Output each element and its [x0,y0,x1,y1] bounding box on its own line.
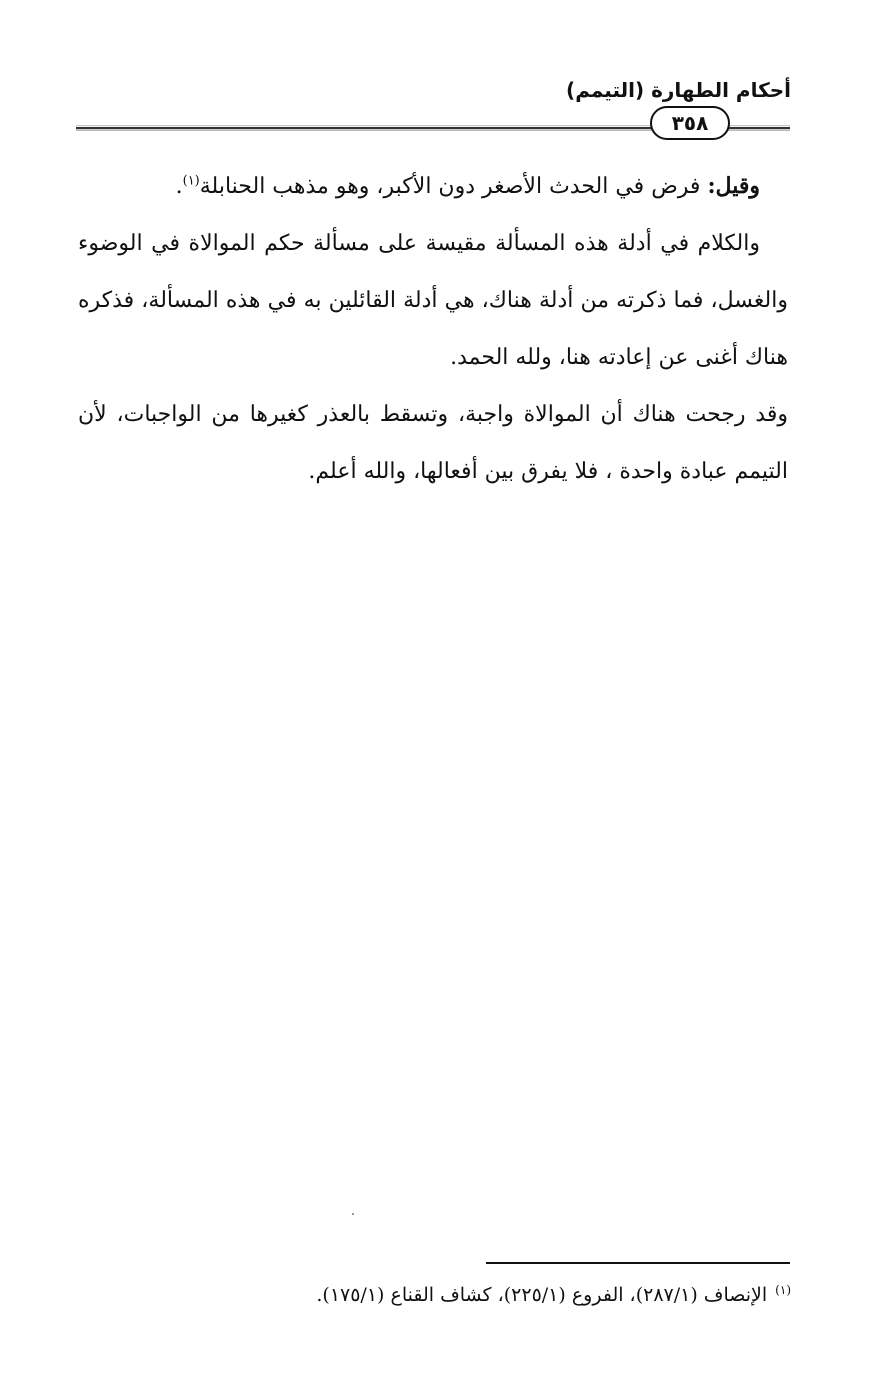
page-number-badge [650,106,730,140]
footnote [316,1284,791,1306]
paragraph-1-text: فرض في الحدث الأصغر دون الأكبر، وهو مذهب الحنابلة [199,174,708,199]
paragraph-2: والكلام في أدلة هذه المسألة مقيسة على مسألة حكم الموالاة في الوضوء والغسل، فما ذكرته من أدلة هناك، هي أدلة القائلين به في هذه المسألة، فذكره هناك أغنى عن إعادته هنا، ولله الحمد. [78,231,788,370]
footnote-reference[interactable]: (١) [182,173,200,189]
footnote-number: (١) [775,1282,791,1297]
footnote-text: الإنصاف (٢٨٧/١)، الفروع (٢٢٥/١)، كشاف القناع (١٧٥/١). [316,1284,768,1306]
main-text [78,158,788,500]
paragraph-1-end: . [175,174,183,199]
lead-word: وقيل: [707,173,760,199]
running-title: أحكام الطهارة (التيمم) [566,78,791,102]
paragraph-3: وقد رجحت هناك أن الموالاة واجبة، وتسقط بالعذر كغيرها من الواجبات، لأن التيمم عبادة واحدة ، فلا يفرق بين أفعالها، والله أعلم. [78,402,788,484]
paragraph-1 [78,158,788,215]
stray-dot [352,1213,354,1215]
footnote-rule [486,1262,790,1264]
page-number: ٣٥٨ [671,111,709,135]
